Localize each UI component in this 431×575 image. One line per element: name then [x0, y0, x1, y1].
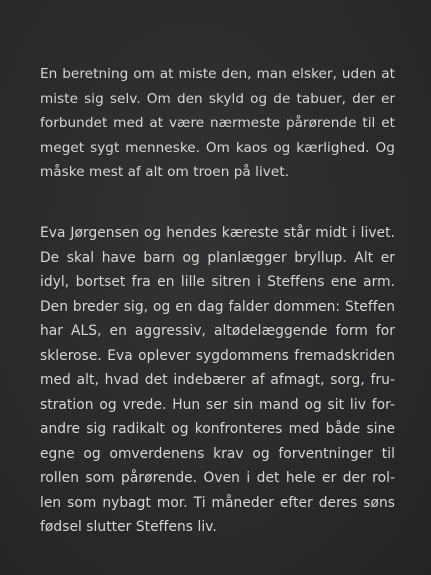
text-line: andre sig radikalt og konfronteres med både sine [40, 421, 395, 437]
text-line: har ALS, en aggressiv, altødelæggende form for [40, 323, 395, 339]
text-line: De skal have barn og planlægger bryllup. Alt er [40, 249, 395, 266]
blurb-paragraph-intro [40, 62, 395, 185]
text-line: len som nybagt mor. Ti måneder efter deres søns [40, 494, 395, 511]
text-line: miste sig selv. Om den skyld og de tabuer, der er [40, 90, 395, 107]
text-line: Den breder sig, og en dag falder dommen: Steffen [40, 298, 395, 315]
text-line: forbundet med at være nærmeste pårørende til et [40, 115, 395, 131]
text-line: fødsel slutter Steffens liv. [40, 519, 217, 535]
text-line: sklerose. Eva oplever sygdommens fremadskriden [40, 347, 395, 364]
text-line: egne og omverdenens krav og forventninger til [40, 445, 395, 462]
text-line: med alt, hvad det indebærer af afmagt, sorg, fru- [40, 372, 395, 388]
text-line: meget sygt menneske. Om kaos og kærlighed. Og [40, 139, 395, 156]
text-line: måske mest af alt om troen på livet. [40, 164, 290, 180]
text-line: stration og vrede. Hun ser sin mand og sit liv for- [40, 396, 395, 413]
text-line: En beretning om at miste den, man elsker, uden at [40, 66, 395, 82]
blurb-paragraph-story [40, 221, 395, 540]
text-line: rollen som pårørende. Oven i det hele er der rol- [40, 470, 395, 486]
text-line: idyl, bortset fra en lille sitren i Steffens ene arm. [40, 274, 395, 290]
text-line: Eva Jørgensen og hendes kæreste står midt i livet. [40, 225, 395, 241]
